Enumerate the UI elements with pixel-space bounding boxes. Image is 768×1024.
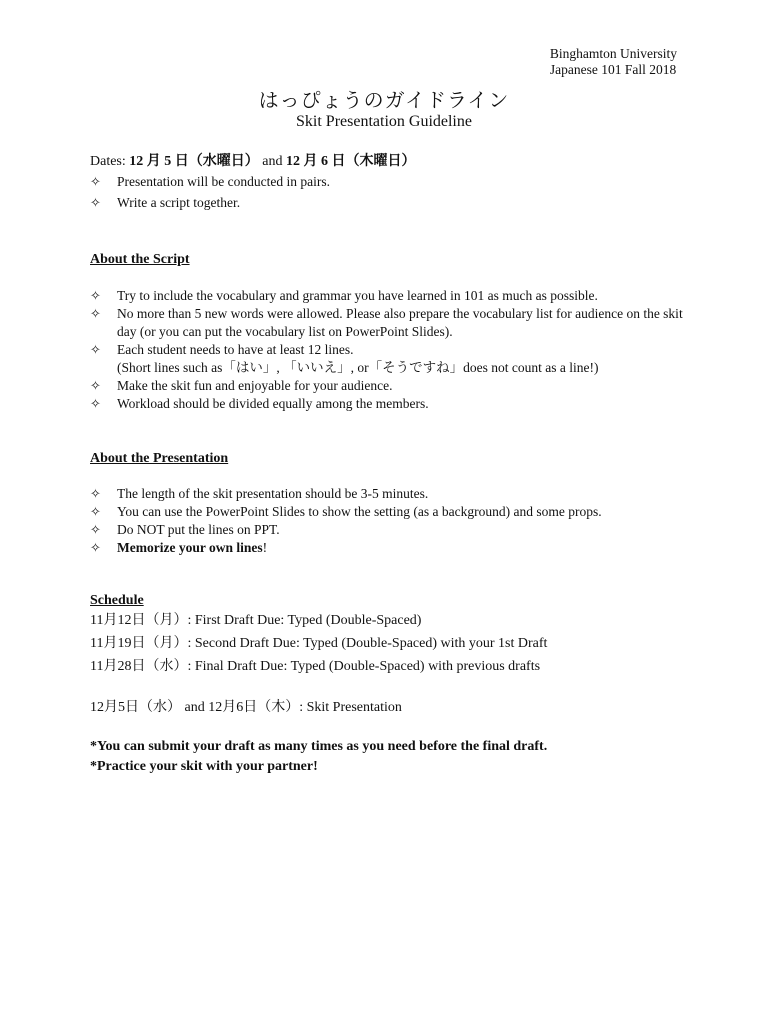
list-item: ✧ You can use the PowerPoint Slides to show the setting (as a background) and some props. bbox=[90, 504, 602, 519]
script-bullet-list bbox=[90, 287, 690, 413]
list-item: ✧ Workload should be divided equally among the members. bbox=[90, 396, 429, 411]
section-heading-presentation: About the Presentation bbox=[90, 451, 229, 466]
page-title-japanese: はっぴょうのガイドライン bbox=[258, 90, 510, 112]
list-item: ✧ The length of the skit presentation should be 3-5 minutes. bbox=[90, 486, 429, 501]
section-heading-schedule: Schedule bbox=[90, 593, 144, 608]
university-name: Binghamton University bbox=[549, 46, 677, 61]
list-item: ✧ Each student needs to have at least 12 lines. bbox=[90, 342, 354, 357]
four-pointed-star-icon: ✧ bbox=[90, 378, 101, 393]
note-practice: *Practice your skit with your partner! bbox=[90, 759, 318, 774]
list-item: ✧ No more than 5 new words were allowed. Please also prepare the vocabulary list for audience on the skit day (or you can put the vocabulary list on PowerPoint Slides). bbox=[90, 306, 683, 339]
date-first: 12 月 5 日（水曜日） bbox=[129, 154, 259, 169]
schedule-item: 11月28日（水）: Final Draft Due: Typed (Double-Spaced) with previous drafts bbox=[90, 659, 541, 674]
four-pointed-star-icon: ✧ bbox=[90, 342, 101, 357]
four-pointed-star-icon: ✧ bbox=[90, 522, 101, 537]
section-heading-script: About the Script bbox=[90, 252, 190, 267]
list-item: ✧ Do NOT put the lines on PPT. bbox=[90, 522, 280, 537]
four-pointed-star-icon: ✧ bbox=[90, 504, 101, 519]
schedule-list bbox=[90, 609, 547, 678]
memorize-lines-text: Memorize your own lines bbox=[117, 540, 263, 555]
four-pointed-star-icon: ✧ bbox=[90, 195, 101, 210]
list-item: ✧ Make the skit fun and enjoyable for your audience. bbox=[90, 378, 393, 393]
schedule-presentation-line: 12月5日（水） and 12月6日（木）: Skit Presentation bbox=[90, 700, 402, 715]
page-title-english: Skit Presentation Guideline bbox=[296, 113, 472, 130]
four-pointed-star-icon: ✧ bbox=[90, 306, 101, 321]
date-second: 12 月 6 日（木曜日） bbox=[285, 154, 416, 169]
intro-bullet-list bbox=[90, 173, 690, 212]
list-item: ✧ Presentation will be conducted in pairs. bbox=[90, 174, 330, 189]
list-item: ✧ Try to include the vocabulary and grammar you have learned in 101 as much as possible. bbox=[90, 288, 598, 303]
dates-conjunction: and bbox=[258, 154, 286, 169]
list-item-note: (Short lines such as「はい」, 「いいえ」, or「そうですね」does not count as a line!) bbox=[117, 360, 599, 375]
four-pointed-star-icon: ✧ bbox=[90, 288, 101, 303]
list-item: ✧ Write a script together. bbox=[90, 195, 241, 210]
four-pointed-star-icon: ✧ bbox=[90, 174, 101, 189]
university-header bbox=[550, 46, 677, 78]
list-item: ✧ Memorize your own lines! bbox=[90, 540, 268, 555]
closing-notes bbox=[90, 737, 547, 777]
course-name: Japanese 101 Fall 2018 bbox=[549, 62, 677, 77]
four-pointed-star-icon: ✧ bbox=[90, 486, 101, 501]
four-pointed-star-icon: ✧ bbox=[90, 540, 101, 555]
presentation-bullet-list bbox=[90, 485, 690, 557]
schedule-item: 11月19日（月）: Second Draft Due: Typed (Double-Spaced) with your 1st Draft bbox=[90, 636, 548, 651]
schedule-item: 11月12日（月）: First Draft Due: Typed (Double-Spaced) bbox=[90, 613, 422, 628]
presentation-dates bbox=[90, 150, 415, 170]
dates-label: Dates: bbox=[90, 154, 130, 169]
note-submit-draft: *You can submit your draft as many times as you need before the final draft. bbox=[90, 739, 548, 754]
four-pointed-star-icon: ✧ bbox=[90, 396, 101, 411]
